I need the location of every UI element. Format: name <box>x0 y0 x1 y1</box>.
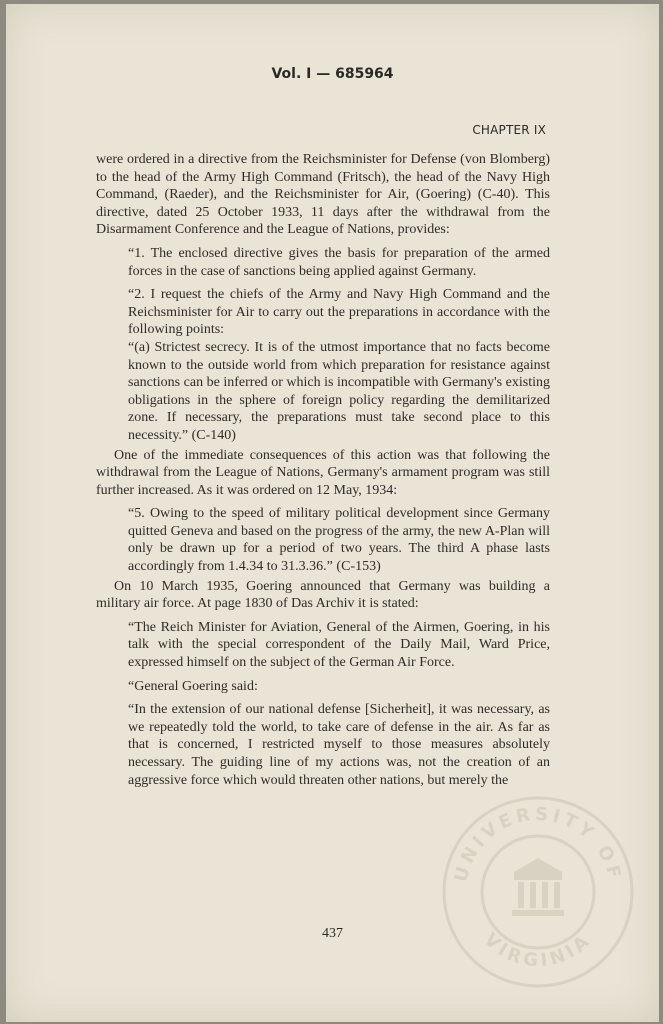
chapter-heading: CHAPTER IX <box>472 123 546 137</box>
paragraph: One of the immediate consequences of this action was that following the withdrawal from the League of Nations, Germany's armament program was still further increased. As it was ordered on 12 May, 1934: <box>96 447 550 498</box>
quote-paragraph: “(a) Strictest secrecy. It is of the utmost importance that no facts become known to the outside world from which preparation for resistance against sanctions can be inferred or which is incompatible with Germany's existing obligations in the sphere of foreign policy regarding the demilitarized zone. If necessary, the preparations must take second place to this necessity.” (C-140) <box>128 339 550 443</box>
paragraph: were ordered in a directive from the Reichsminister for Defense (von Blomberg) to the head of the Army High Command (Fritsch), the head of the Navy High Command, (Raeder), and the Reichsminister for Air, (Goering) (C-40). This directive, dated 25 October 1933, 11 days after the withdrawal from the Disarmament Conference and the League of Nations, provides: <box>96 152 550 238</box>
svg-text:UNIVERSITY OF: UNIVERSITY OF <box>450 803 626 885</box>
volume-header: Vol. I — 685964 <box>271 66 394 82</box>
page-number: 437 <box>322 926 343 941</box>
quote-paragraph: “In the extension of our national defense [Sicherheit], it was necessary, as we repeatedly told the world, to take care of defense in the air. As far as that is concerned, I restricted myself to those measures absolutely necessary. The guiding line of my actions was, not the creation of an aggressive force which would threaten other nations, but merely the <box>128 702 550 788</box>
university-seal-stamp <box>438 792 638 992</box>
paragraph: On 10 March 1935, Goering announced that Germany was building a military air force. At page 1830 of Das Archiv it is stated: <box>96 578 550 612</box>
svg-text:VIRGINIA: VIRGINIA <box>479 929 597 972</box>
quote-paragraph: “The Reich Minister for Aviation, General of the Airmen, Goering, in his talk with the special correspondent of the Daily Mail, Ward Price, expressed himself on the subject of the German Air Force. <box>128 619 550 671</box>
quote-paragraph: “1. The enclosed directive gives the basis for preparation of the armed forces in the case of sanctions being applied against Germany. <box>128 245 550 279</box>
quote-paragraph: “5. Owing to the speed of military political development since Germany quitted Geneva and based on the progress of the army, the new A-Plan will only be drawn up for a period of two years. The third A phase lasts accordingly from 1.4.34 to 31.3.36.” (C-153) <box>128 506 550 575</box>
document-page <box>6 4 659 1022</box>
body-text <box>96 149 550 789</box>
quote-paragraph: “2. I request the chiefs of the Army and Navy High Command and the Reichsminister for Air to carry out the preparations in accordance with the following points: <box>128 287 550 338</box>
quote-paragraph: “General Goering said: <box>128 678 258 694</box>
